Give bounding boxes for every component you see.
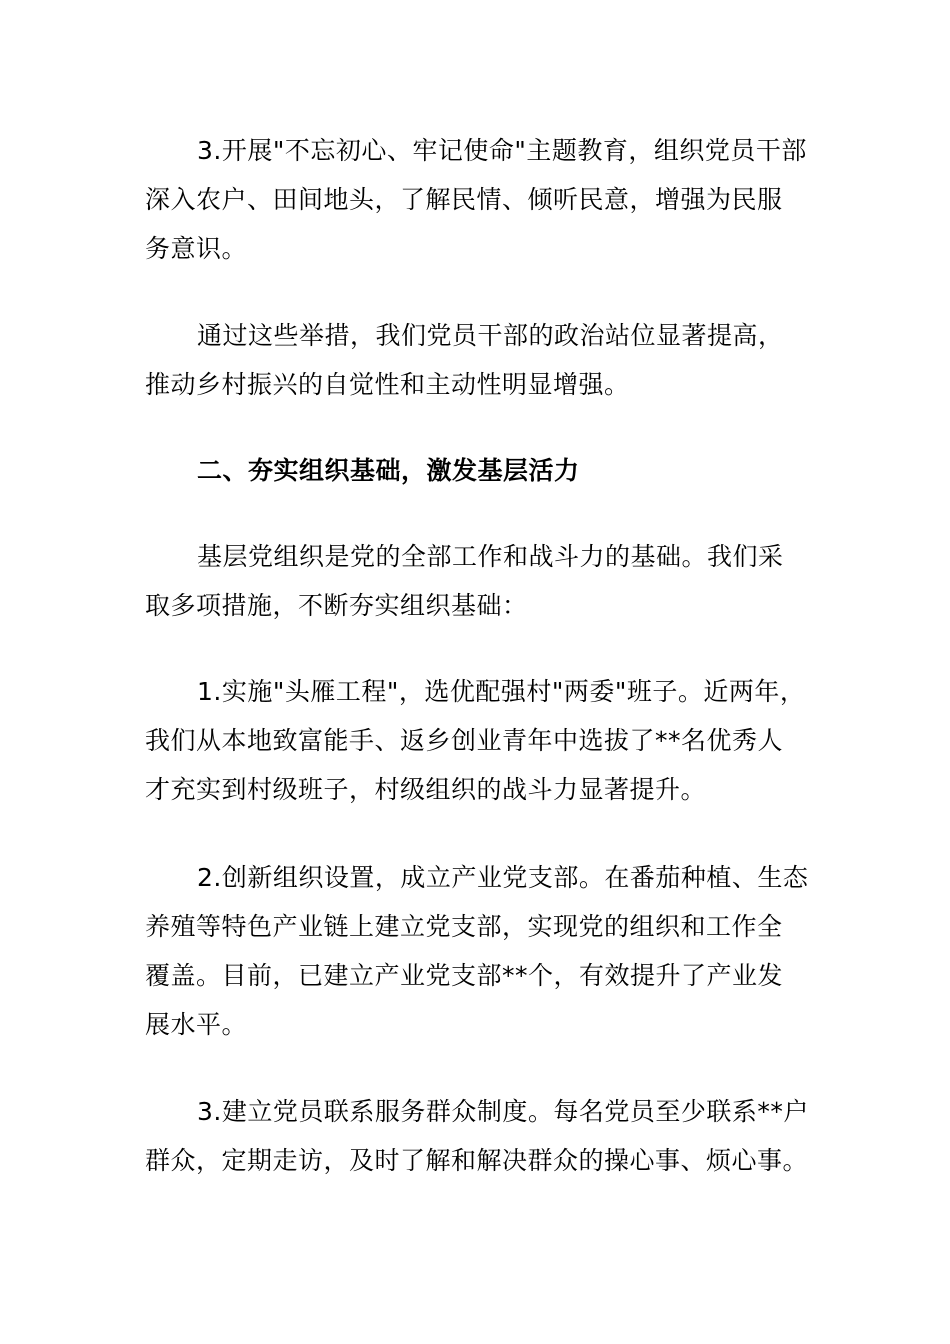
text-line: 取多项措施，不断夯实组织基础： [145,591,528,620]
text-line: 我们从本地致富能手、返乡创业青年中选拔了**名优秀人 [145,726,784,755]
text-line: 3.开展"不忘初心、牢记使命"主题教育，组织党员干部 [197,136,807,165]
text-line: 务意识。 [145,234,248,263]
text-line: 群众，定期走访，及时了解和解决群众的操心事、烦心事。 [145,1146,809,1175]
paragraph-industry-branch [145,853,815,1049]
heading-text: 二、夯实组织基础，激发基层活力 [197,456,580,485]
text-line: 3.建立党员联系服务群众制度。每名党员至少联系**户 [197,1097,809,1126]
paragraph-summary [145,311,815,409]
text-line: 1.实施"头雁工程"，选优配强村"两委"班子。近两年， [197,677,806,706]
text-line: 覆盖。目前，已建立产业党支部**个，有效提升了产业发 [145,961,784,990]
text-line: 深入农户、田间地头，了解民情、倾听民意，增强为民服 [145,185,783,214]
paragraph-theme-education [145,126,815,273]
text-line: 展水平。 [145,1010,248,1039]
text-line: 通过这些举措，我们党员干部的政治站位显著提高， [197,321,784,350]
text-line: 2.创新组织设置，成立产业党支部。在番茄种植、生态 [197,863,809,892]
text-line: 才充实到村级班子，村级组织的战斗力显著提升。 [145,775,707,804]
text-line: 基层党组织是党的全部工作和战斗力的基础。我们采 [197,542,784,571]
text-line: 推动乡村振兴的自觉性和主动性明显增强。 [145,370,630,399]
section-heading [145,446,815,495]
paragraph-organization-intro [145,532,815,630]
text-line: 养殖等特色产业链上建立党支部，实现党的组织和工作全 [145,912,783,941]
paragraph-liaison-system [145,1087,815,1185]
paragraph-lead-goose [145,667,815,814]
